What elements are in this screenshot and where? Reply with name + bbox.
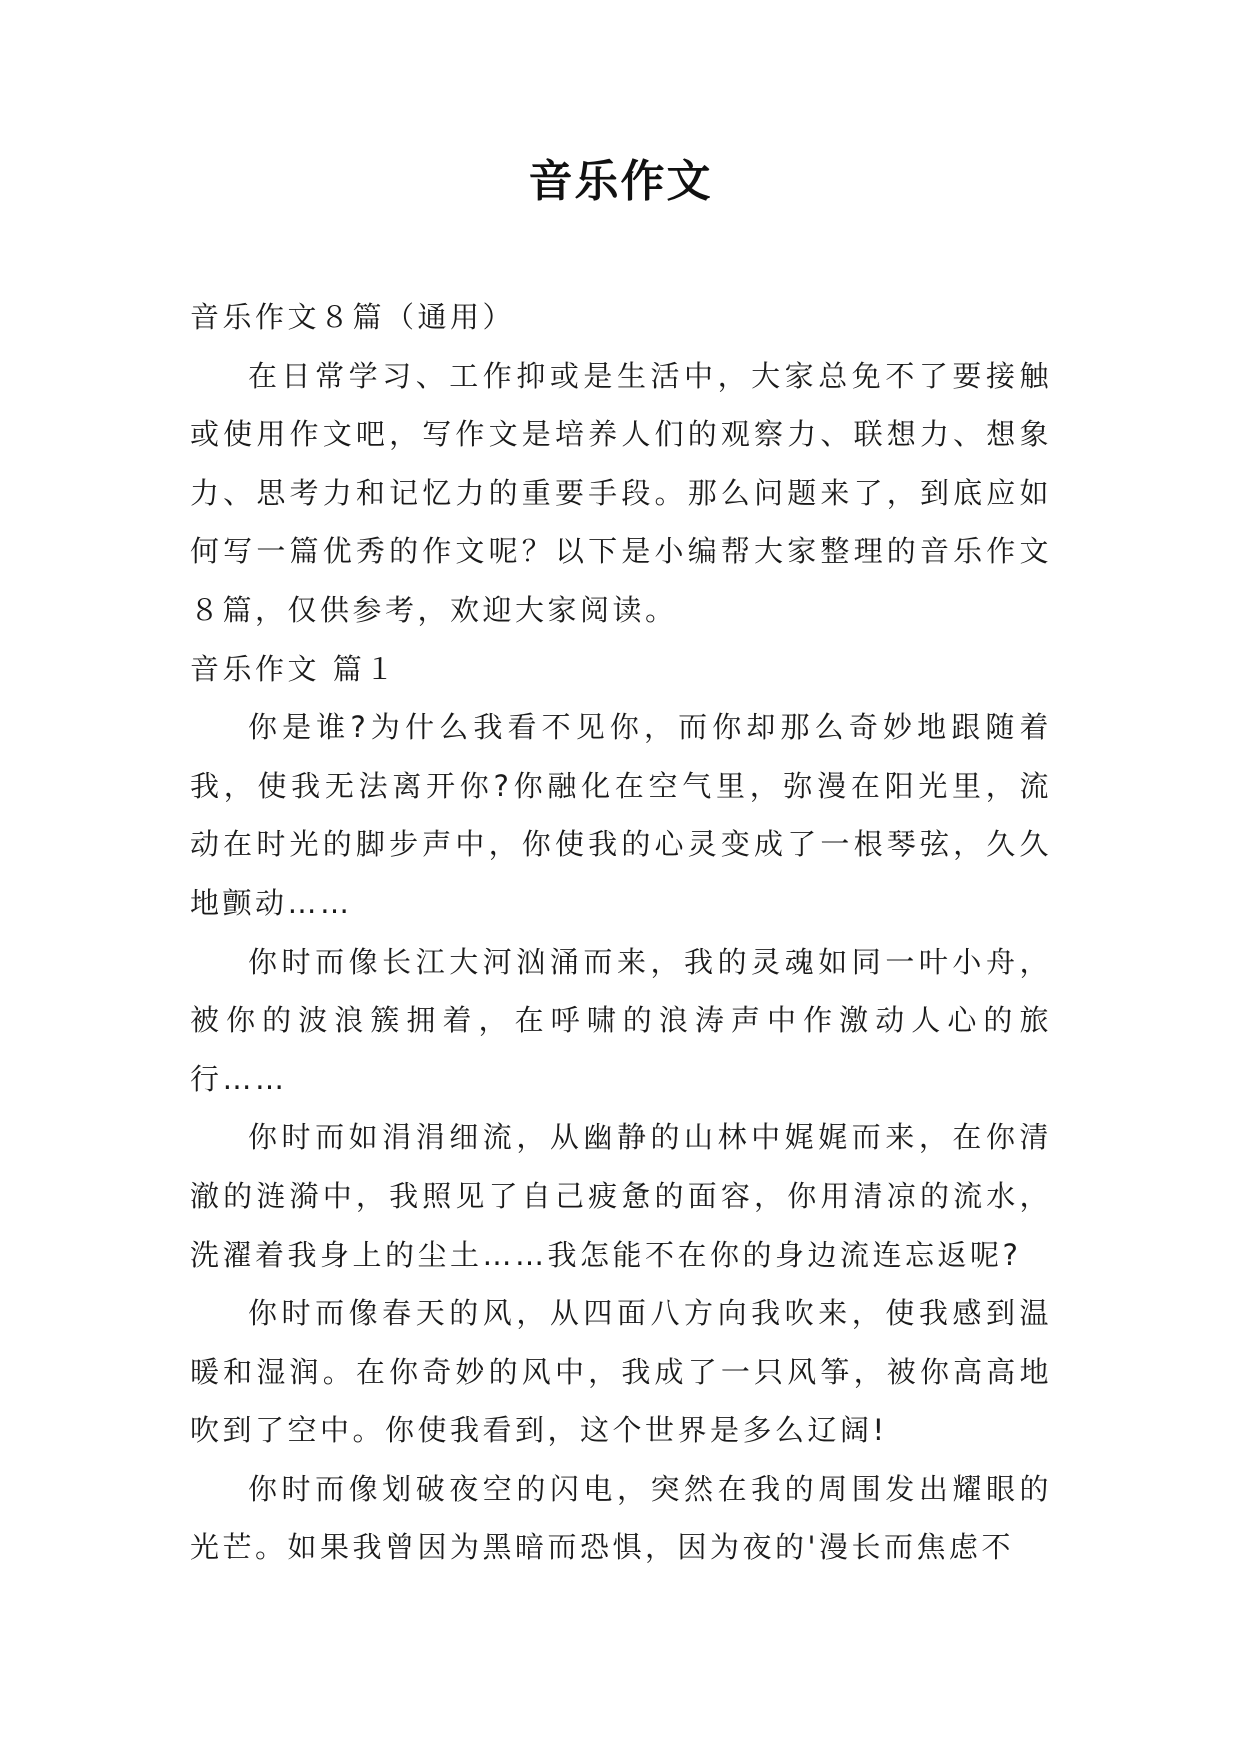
body-paragraph: 你是谁?为什么我看不见你，而你却那么奇妙地跟随着我，使我无法离开你?你融化在空气里，弥漫在阳光里，流动在时光的脚步声中，你使我的心灵变成了一根琴弦，久久地颤动…… [190, 710, 1052, 920]
body-paragraph: 你时而如涓涓细流，从幽静的山林中娓娓而来，在你清澈的涟漪中，我照见了自己疲惫的面容，你用清凉的流水，洗濯着我身上的尘土……我怎能不在你的身边流连忘返呢? [190, 1120, 1052, 1272]
document-body [190, 288, 1052, 1577]
document-heading: 音乐作文８篇（通用） [190, 300, 516, 334]
document-title: 音乐作文 [528, 156, 713, 207]
body-paragraph: 你时而像划破夜空的闪电，突然在我的周围发出耀眼的光芒。如果我曾因为黑暗而恐惧，因为夜的'漫长而焦虑不 [190, 1471, 1052, 1565]
body-paragraph: 你时而像春天的风，从四面八方向我吹来，使我感到温暖和湿润。在你奇妙的风中，我成了一只风筝，被你高高地吹到了空中。你使我看到，这个世界是多么辽阔! [190, 1296, 1052, 1448]
intro-paragraph: 在日常学习、工作抑或是生活中，大家总免不了要接触或使用作文吧，写作文是培养人们的观察力、联想力、想象力、思考力和记忆力的重要手段。那么问题来了，到底应如何写一篇优秀的作文呢？以下是小编帮大家整理的音乐作文８篇，仅供参考，欢迎大家阅读。 [190, 358, 1052, 627]
section-title: 音乐作文 篇１ [190, 651, 398, 686]
body-paragraph: 你时而像长江大河汹涌而来，我的灵魂如同一叶小舟，被你的波浪簇拥着，在呼啸的浪涛声中作激动人心的旅行…… [190, 944, 1052, 1096]
